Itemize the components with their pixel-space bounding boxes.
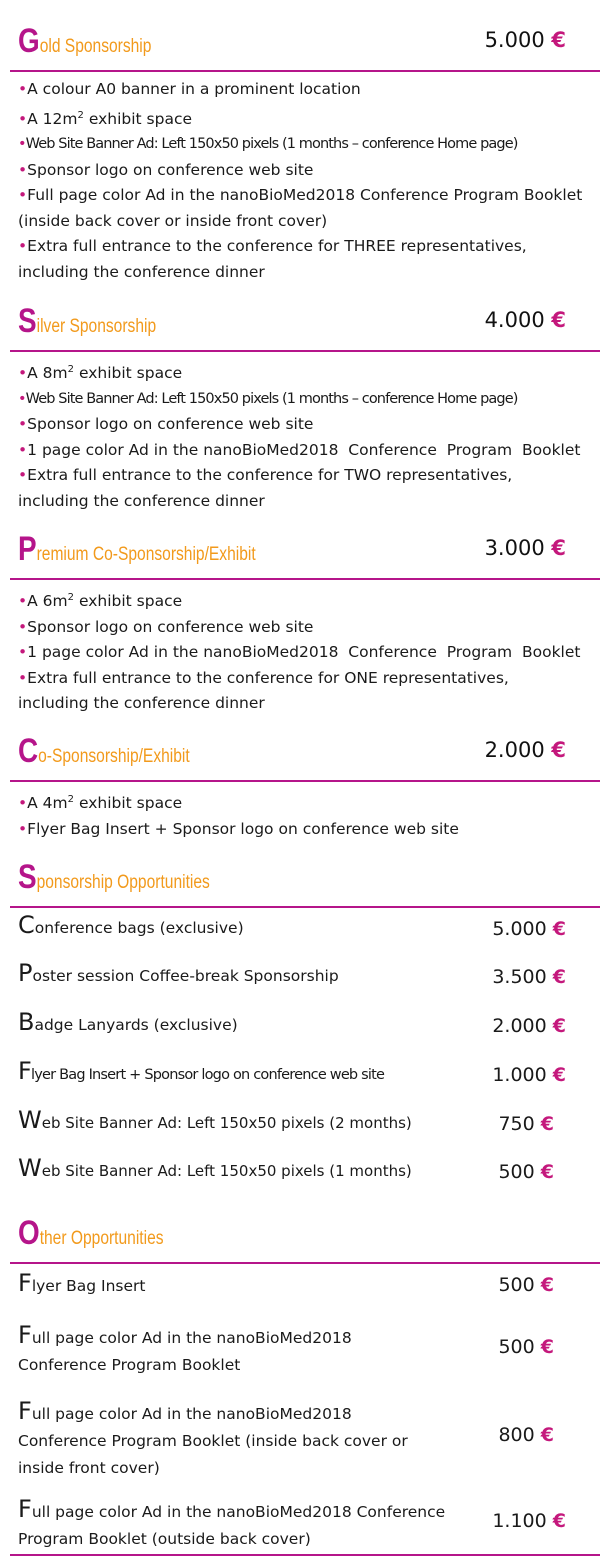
list-item: •Extra full entrance to the conference for ONE representatives, including the conference dinner [18,668,509,713]
row-label: Poster session Coffee-break Sponsorship [18,959,339,987]
list-item: •Sponsor logo on conference web site [18,160,314,179]
row-label: Flyer Bag Insert + Sponsor logo on conference web site [18,1057,385,1085]
list-item: •A $12m^2$ exhibit space [18,109,193,128]
list-item: •Web Site Banner Ad: Left 150x50 pixels (1 months – conference Home page) [18,136,518,153]
row-label: Flyer Bag Insert [18,1269,146,1297]
divider [10,1262,600,1264]
list-item: •Extra full entrance to the conference for TWO representatives, including the conference dinner [18,466,513,510]
package-price: 3.000 € [484,536,566,560]
divider [10,578,600,580]
section-title: Other Opportunities [18,1214,164,1252]
row-price: 500 € [498,1161,554,1183]
list-item: •Sponsor logo on conference web site [18,617,314,636]
row-label: Full page color Ad in the nanoBioMed2018 Conference Program Booklet (outside back cover) [18,1495,446,1548]
divider [10,780,600,782]
list-item: •Extra full entrance to the conference for THREE representatives, including the conference dinner [18,237,527,281]
list-item: •Full page color Ad in the nanoBioMed2018 Conference Program Booklet (inside back cover or inside front cover) [18,186,583,230]
silver-benefits-list [18,357,598,514]
row-price: 3.500 € [492,966,566,988]
divider [10,906,600,908]
row-price: 1.100 € [492,1510,566,1532]
row-label: Full page color Ad in the nanoBioMed2018 Conference Program Booklet (inside back cover or inside front cover) [18,1397,408,1477]
row-price: 750 € [498,1113,554,1135]
list-item: •A $6m^2$ exhibit space [18,592,183,611]
list-item: •1 page color Ad in the nanoBioMed2018 Conference Program Booklet [18,643,581,662]
row-price: 500 € [498,1336,554,1358]
package-price: 2.000 € [484,738,566,762]
list-item: •1 page color Ad in the nanoBioMed2018 Conference Program Booklet [18,440,581,459]
list-item: •Flyer Bag Insert + Sponsor logo on conference web site [18,819,459,838]
package-title: Silver Sponsorship [18,302,157,340]
list-item: •Web Site Banner Ad: Left 150x50 pixels (1 months – conference Home page) [18,390,518,407]
package-price: 5.000 € [484,28,566,52]
section-title: Sponsorship Opportunities [18,858,210,896]
divider [10,350,600,352]
row-label: Web Site Banner Ad: Left 150x50 pixels (1 months) [18,1154,412,1182]
divider [10,70,600,72]
package-title: Premium Co-Sponsorship/Exhibit [18,530,256,568]
row-price: 800 € [498,1424,554,1446]
row-price: 1.000 € [492,1064,566,1086]
list-item: •Sponsor logo on conference web site [18,415,314,434]
package-title: Gold Sponsorship [18,22,152,60]
row-label: Conference bags (exclusive) [18,911,244,939]
row-price: 500 € [498,1274,554,1296]
package-price: 4.000 € [484,308,566,332]
divider [10,1554,600,1556]
row-price: 2.000 € [492,1015,566,1037]
list-item: •A colour A0 banner in a prominent location [18,80,361,98]
gold-benefits-list [18,77,598,285]
co-sponsorship-benefits-list [18,787,598,842]
list-item: •A $8m^2$ exhibit space [18,364,183,383]
package-title: Co-Sponsorship/Exhibit [18,732,190,770]
list-item: •A $4m^2$ exhibit space [18,794,183,813]
row-label: Web Site Banner Ad: Left 150x50 pixels (2 months) [18,1106,412,1134]
row-label: Badge Lanyards (exclusive) [18,1008,238,1036]
premium-benefits-list [18,585,598,717]
row-price: 5.000 € [492,918,566,940]
row-label: Full page color Ad in the nanoBioMed2018 Conference Program Booklet [18,1321,352,1374]
